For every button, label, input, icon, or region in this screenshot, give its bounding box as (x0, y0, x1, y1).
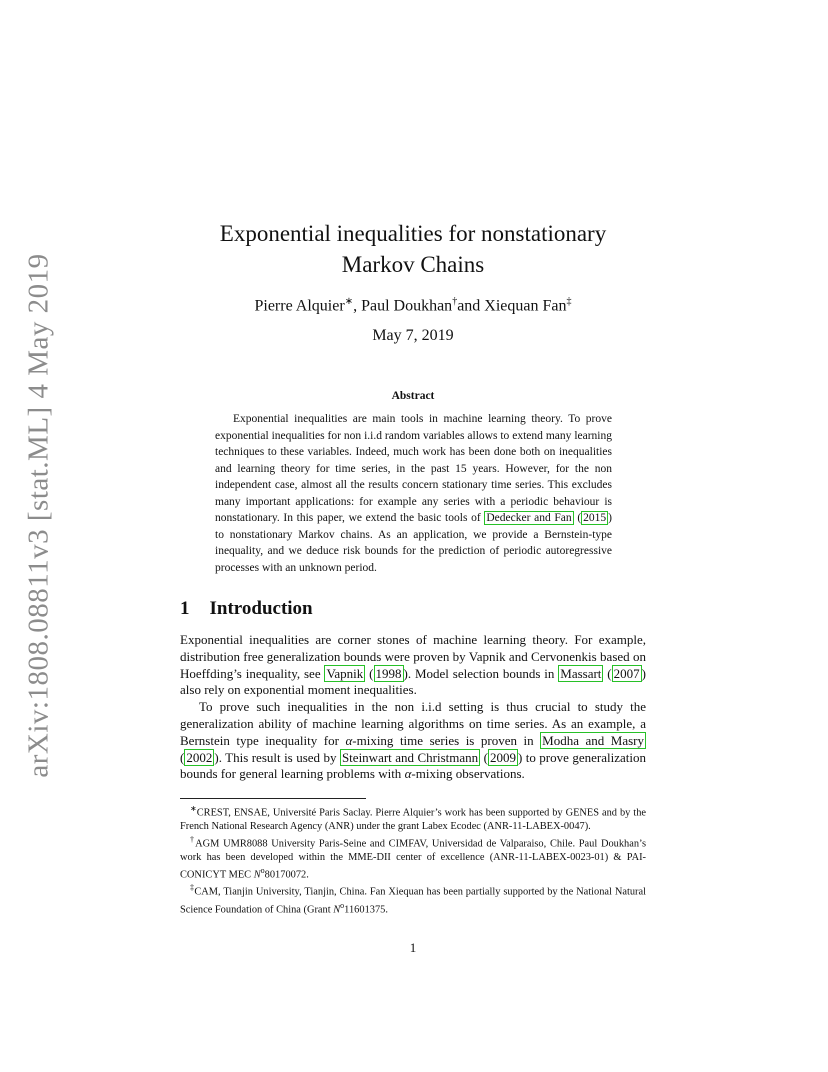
footnote-1-text: CREST, ENSAE, Université Paris Saclay. Pierre Alquier’s work has been supported by GENES and by the French National Research Agency (ANR) under the grant Labex Ecodec (ANR-11-LABEX-0047). (180, 807, 646, 832)
footnote-3 (180, 881, 646, 916)
arxiv-side-identifier (18, 252, 60, 778)
para1-text-1: Exponential inequalities are corner stones of machine learning theory. For example, distribution free generalization bounds were proven by Vapnik and Cervonenkis based on Hoeffding’s inequality, see (180, 632, 646, 681)
para1-text-2: . Model selection bounds in (407, 665, 559, 681)
author-doukhan: Paul Doukhan (361, 297, 453, 315)
section-title: Introduction (209, 598, 313, 619)
abstract-heading: Abstract (391, 390, 435, 402)
title-line-2: Markov Chains (341, 252, 485, 277)
alpha-symbol-2: α (404, 766, 412, 782)
footnote-2-text-a: AGM UMR8088 University Paris-Seine and CIMFAV, Universidad de Valparaiso, Chile. Paul Doukhan’s work has been developed within the MME-DII center of excellence (ANR-11-LABEX-0023-01) & PAI-CONICYT MEC (180, 838, 646, 881)
abstract-body: Exponential inequalities are main tools in machine learning theory. To prove exponential inequalities for non i.i.d random variables allows to extend many learning techniques to these variables. Indeed, much work has been done both on inequalities and learning theory for time series, in the past 15 years. However, for the non independent case, almost all the results concern stationary time series. This excludes many important applications: for example any series with a periodic behaviour is nonstationary. In this paper, we extend the basic tools of Dedecker and Fan ( 2015 ) to nonstationary Markov chains. As an application, we provide a Bernstein-type inequality, and we deduce risk bounds for the prediction of periodic autoregressive processes with an unknown period. (215, 413, 613, 574)
citation-massart[interactable]: Massart (560, 665, 602, 681)
arxiv-id-text: arXiv:1808.08811v3 [stat.ML] 4 May 2019 (22, 252, 55, 778)
footnotes (180, 802, 646, 917)
author-fan: Xiequan Fan (484, 297, 567, 315)
abstract-text-2: to nonstationary Markov chains. As an application, we provide a Bernstein-type inequality, and we deduce risk bounds for the prediction of periodic autoregressive processes with an unknown period. (215, 528, 612, 574)
citation-dedecker-fan-year[interactable]: 2015 (583, 512, 607, 524)
footnote-2-mark: † (190, 834, 196, 844)
footnote-3-number-sign-o: o (340, 901, 345, 911)
introduction-body (180, 632, 646, 783)
footnote-2-number-sign-o: o (260, 865, 265, 875)
footnote-marker-3[interactable]: ‡ (566, 296, 572, 307)
footnote-2-number-sign: N (253, 869, 261, 881)
footnote-rule (180, 798, 366, 799)
citation-vapnik-year[interactable]: 1998 (375, 665, 402, 681)
footnote-2-text-b: 80170072. (264, 869, 309, 881)
alpha-symbol: α (345, 732, 353, 748)
citation-vapnik[interactable]: Vapnik (326, 665, 364, 681)
page-number: 1 (409, 940, 417, 955)
citation-dedecker-fan[interactable]: Dedecker and Fan (486, 512, 572, 524)
citation-modha-masry[interactable]: Modha and Masry (542, 732, 644, 748)
citation-steinwart-christmann-year[interactable]: 2009 (489, 749, 516, 765)
author-list: Pierre Alquier∗, Paul Doukhan†and Xiequan Fan‡ (254, 296, 572, 315)
footnote-marker-2[interactable]: † (452, 296, 458, 307)
paper-title (180, 218, 646, 280)
para2-text-4: to prove generalization bounds for general learning problems with (180, 749, 646, 782)
footnote-3-text-b: 11601375. (344, 904, 388, 916)
section-heading-introduction (180, 598, 646, 620)
title-line-1: Exponential inequalities for nonstationary (219, 221, 607, 246)
paper-date: May 7, 2019 (372, 327, 454, 344)
paragraph-1: Exponential inequalities are corner stones of machine learning theory. For example, distribution free generalization bounds were proven by Vapnik and Cervonenkis based on Hoeffding’s inequality, see Vapnik ( 1998 ). Model selection bounds in Massart ( 2007 ) also rely on exponential moment inequalities. (180, 632, 646, 698)
footnote-3-text-a: CAM, Tianjin University, Tianjin, China. Fan Xiequan has been partially supported by the National Natural Science Foundation of China (Grant (180, 886, 647, 916)
para2-text-2: -mixing time series is proven in (352, 732, 541, 748)
footnote-3-number-sign: N (333, 904, 341, 916)
section-number: 1 (180, 598, 190, 619)
para2-text-3: . This result is used by (218, 749, 340, 765)
paragraph-2: To prove such inequalities in the non i.i.d setting is thus crucial to study the generalization ability of machine learning algorithms on time series. As an example, a Bernstein type inequality for α-mixing time series is proven in Modha and Masry ( 2002 ). This result is used by Steinwart and Christmann ( 2009 ) to prove generalization bounds for general learning problems with α-mixing observations. (180, 699, 646, 782)
footnote-2 (180, 833, 646, 882)
footnote-1-mark: ∗ (190, 804, 197, 813)
footnote-1 (180, 802, 646, 833)
para2-text-5: -mixing observations. (411, 766, 525, 782)
author-alquier: Pierre Alquier (254, 297, 345, 315)
citation-modha-masry-year[interactable]: 2002 (186, 749, 213, 765)
author-connector: and (457, 297, 481, 315)
footnote-3-mark: ‡ (190, 883, 195, 893)
citation-steinwart-christmann[interactable]: Steinwart and Christmann (341, 749, 479, 765)
footnote-marker-1[interactable]: ∗ (344, 296, 354, 307)
para2-text-1: To prove such inequalities in the non i.i.d setting is thus crucial to study the generalization ability of machine learning algorithms on time series. As an example, a Bernstein type inequality for (180, 699, 646, 748)
citation-massart-year[interactable]: 2007 (613, 665, 640, 681)
abstract-text-1: Exponential inequalities are main tools in machine learning theory. To prove exponential inequalities for non i.i.d random variables allows to extend many learning techniques to these variables. Indeed, much work has been done both on inequalities and learning theory for time series, in the past 15 years. However, for the non independent case, almost all the results concern stationary time series. This excludes many important applications: for example any series with a periodic behaviour is nonstationary. In this paper, we extend the basic tools of (215, 413, 612, 524)
para1-text-3: also rely on exponential moment inequalities. (180, 682, 417, 698)
